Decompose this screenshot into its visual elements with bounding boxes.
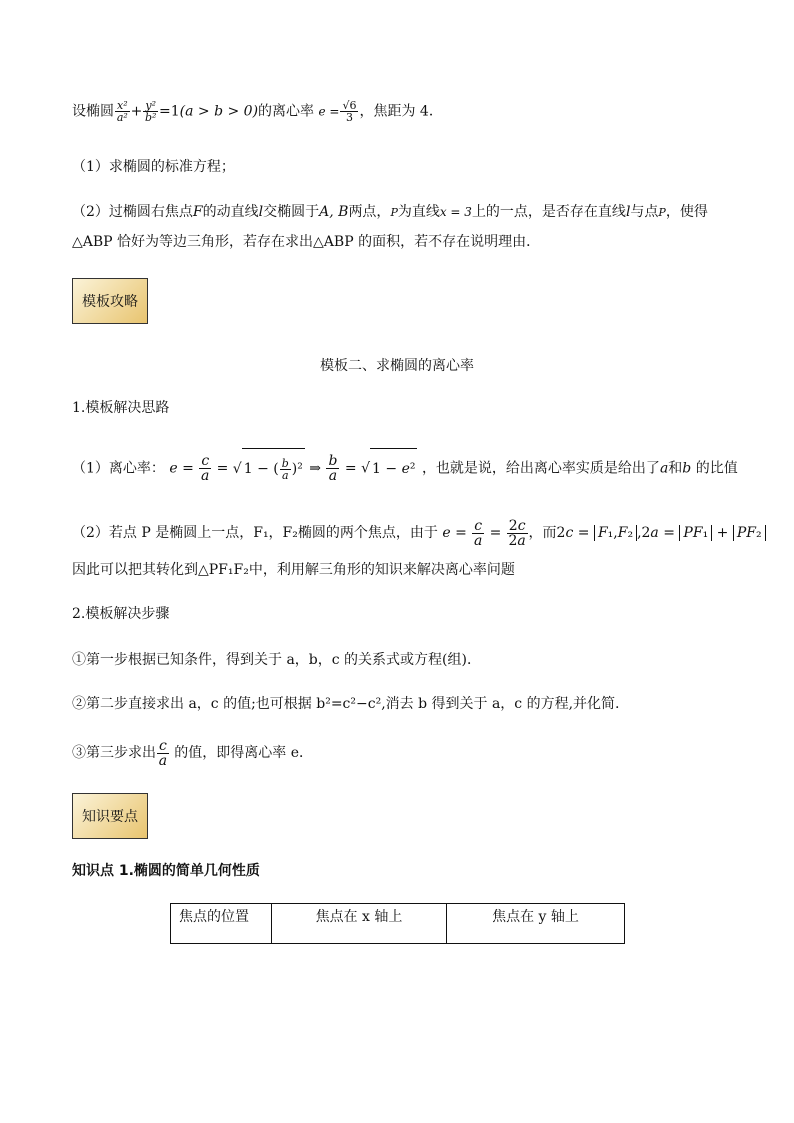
eccentricity-label: e = <box>318 104 340 119</box>
fraction-2c-2a: $\frac{2c}{2a}$ <box>508 517 526 549</box>
q2-var-ab: A, B <box>319 204 349 220</box>
focal-triangle-line: （2）若点 P 是椭圆上一点，F₁，F₂椭圆的两个焦点，由于 e = $\frac{c}{a}$ = $\frac{2c}{2a}$ ，而2c = F₁,F₂ ,2a = PF₁ + PF₂ <box>72 513 766 553</box>
q2-text: 与点 <box>630 204 659 220</box>
question-1: （1）求椭圆的标准方程； <box>72 159 235 175</box>
focal-text: ，而 <box>528 525 557 541</box>
q2-text: 两点， <box>348 204 391 220</box>
question-2-line-1 <box>72 202 708 223</box>
q2-text: 上的一点，是否存在直线 <box>471 204 626 220</box>
focal-text: （2）若点 P 是椭圆上一点，F₁，F₂椭圆的两个焦点，由于 <box>72 525 438 541</box>
knowledge-title: 知识点 1.椭圆的简单几何性质 <box>72 863 260 879</box>
problem-text: 的离心率 <box>258 103 315 120</box>
q2-var-p: P <box>390 206 398 219</box>
knowledge-points-tag: 知识要点 <box>72 793 148 839</box>
var-b: b <box>682 460 692 477</box>
idea-heading: 1.模板解决思路 <box>72 400 170 416</box>
step-3-text: ③第三步求出 <box>72 745 156 761</box>
step-3 <box>72 738 313 768</box>
q2-var-l: l <box>625 204 631 220</box>
formula-text: 和 <box>668 460 683 477</box>
q2-var-f: F <box>192 204 203 220</box>
section-title: 模板二、求椭圆的离心率 <box>320 358 474 374</box>
q2-text: 交椭圆于 <box>263 204 320 220</box>
formula-text: ，也就是说，给出离心率实质是给出了 <box>421 460 660 477</box>
question-2-line-2: △ABP 恰好为等边三角形，若存在求出△ABP 的面积，若不存在说明理由． <box>72 234 541 250</box>
q2-text: ，使得 <box>665 204 708 220</box>
condition-text: (a > b > 0) <box>179 103 259 120</box>
focal-triangle-line-2: 因此可以把其转化到△PF₁F₂中，利用解三角形的知识来解决离心率问题 <box>72 562 515 578</box>
table-header-cell: 焦点的位置 <box>171 904 272 944</box>
eccentricity-formula-line: （1）离心率： e = $\frac{c}{a}$ = √ 1 − ( $\frac{b}{a}$ )² ⇒ $\frac{b}{a}$ = √ 1 − e² ，也就是说，给出离心率实质是给出了a和b 的比值 <box>72 448 738 489</box>
formula-label: （1）离心率： <box>72 460 165 477</box>
step-3-text: 的值，即得离心率 e． <box>169 745 314 761</box>
q2-var-l: l <box>258 204 264 220</box>
step-2: ②第二步直接求出 a，c 的值;也可根据 b²=c²−c²,消去 b 得到关于 a，c 的方程,并化简. <box>72 696 620 712</box>
problem-text: ，焦距为 4． <box>359 103 443 120</box>
fraction-c-a: $\frac{c}{a}$ <box>474 517 483 549</box>
q2-var-p: P <box>658 206 666 219</box>
ellipse-properties-table <box>170 903 625 944</box>
var-a: a <box>659 460 669 477</box>
problem-text: 设椭圆 <box>72 103 114 120</box>
denominator-value: 3 <box>345 111 353 124</box>
formula-text: 的比值 <box>691 460 738 477</box>
fraction-c-a: $\frac{c}{a}$ <box>201 453 210 484</box>
q2-text: （2）过椭圆右焦点 <box>72 204 193 220</box>
sqrt-expression: √ 1 − ( $\frac{b}{a}$ )² <box>233 461 305 477</box>
table-header-cell: 焦点在 y 轴上 <box>447 904 625 944</box>
q2-text: 的动直线 <box>202 204 259 220</box>
fraction-y2-b2: $\frac{\text{y²}}{\text{b²}}$ <box>144 99 157 124</box>
fraction-c-a: $\frac{c}{a}$ <box>158 737 168 769</box>
fraction-b-a: $\frac{b}{a}$ <box>328 453 338 484</box>
q2-text: 为直线 <box>397 204 440 220</box>
q2-line-x3: x = 3 <box>439 205 472 219</box>
steps-heading: 2.模板解决步骤 <box>72 606 170 622</box>
problem-statement-line: 设椭圆 $\frac{\text{x²}}{\text{a²}}$ + $\frac{\text{y²}}{\text{b²}}$ =1(a > b > 0)的离心率 e = $\frac{√6}{3}$ ，焦距为 4． <box>72 99 443 124</box>
table-header-cell: 焦点在 x 轴上 <box>272 904 447 944</box>
table-row <box>171 904 625 944</box>
template-strategy-tag: 模板攻略 <box>72 278 148 324</box>
sqrt-value: 6 <box>349 99 357 112</box>
fraction-sqrt6-3: $\frac{√6}{3}$ <box>342 99 357 124</box>
step-1: ①第一步根据已知条件，得到关于 a，b，c 的关系式或方程(组)． <box>72 652 481 668</box>
fraction-x2-a2: $\frac{\text{x²}}{\text{a²}}$ <box>116 99 128 124</box>
